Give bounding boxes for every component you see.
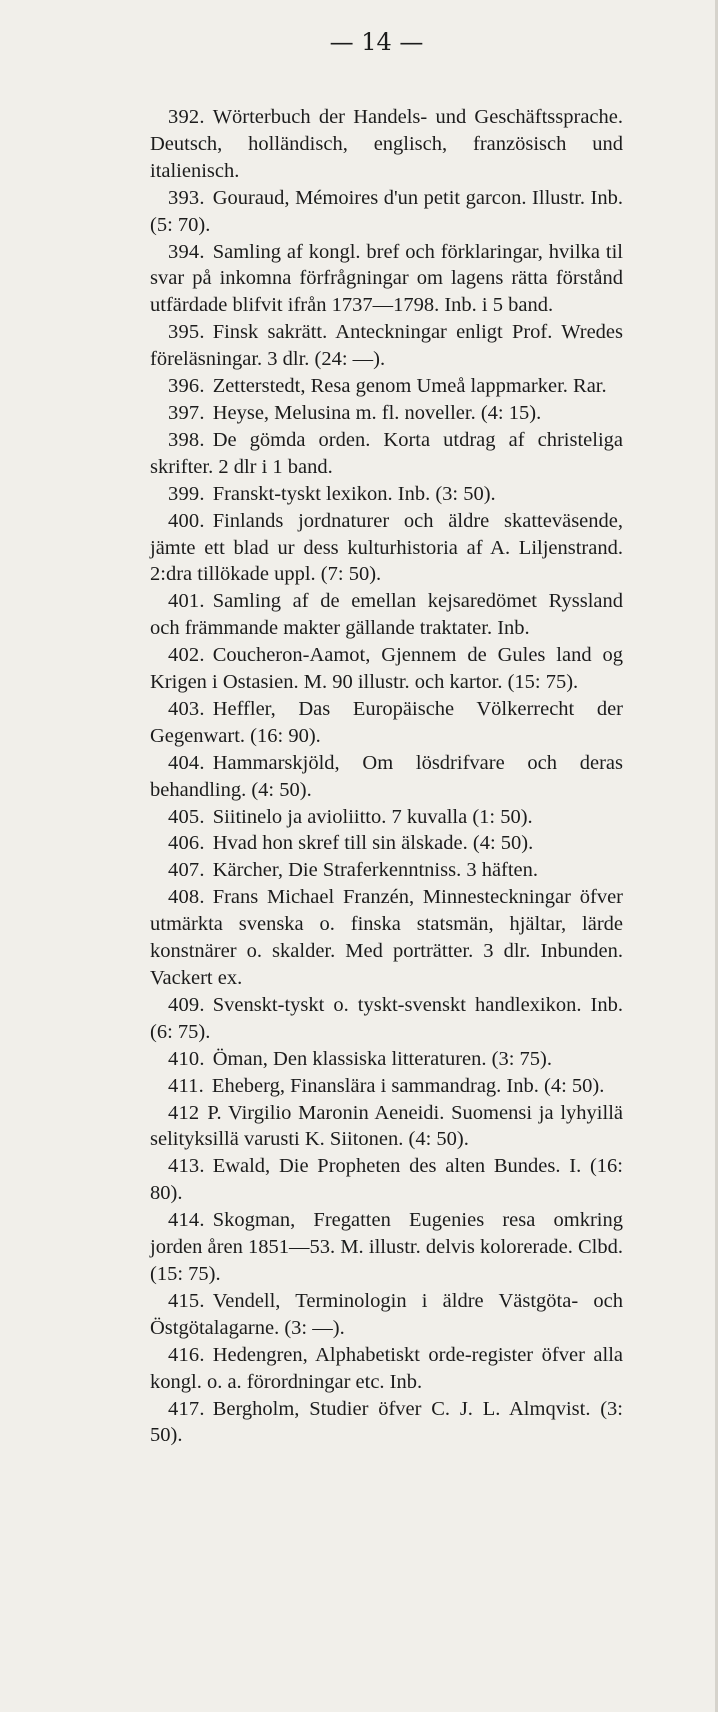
entry-text: Wörterbuch der Handels- und Geschäftssprache. Deutsch, holländisch, englisch, französisch und italienisch. xyxy=(150,106,623,182)
entry-number: 414. xyxy=(168,1209,205,1232)
entry-text: Samling af de emellan kejsaredömet Ryssland och främmande makter gällande traktater. Inb. xyxy=(150,590,623,640)
entry-text: Finsk sakrätt. Anteckningar enligt Prof. Wredes föreläsningar. 3 dlr. (24: —). xyxy=(150,321,623,371)
entry-text: Ewald, Die Propheten des alten Bundes. I. (16: 80). xyxy=(150,1155,623,1205)
catalog-entry xyxy=(150,642,623,696)
entry-number: 394. xyxy=(168,240,205,263)
entry-number: 405. xyxy=(168,805,205,828)
entry-text: Coucheron-Aamot, Gjennem de Gules land og Krigen i Ostasien. M. 90 illustr. och kartor. (15: 75). xyxy=(150,644,623,694)
entry-number: 404. xyxy=(168,751,205,774)
catalog-entries xyxy=(150,104,623,1449)
catalog-entry xyxy=(150,992,623,1046)
entry-text: Bergholm, Studier öfver C. J. L. Almqvist. (3: 50). xyxy=(150,1397,623,1447)
entry-number: 396. xyxy=(168,375,205,398)
entry-text: P. Virgilio Maronin Aeneidi. Suomensi ja lyhyillä selityksillä varusti K. Siitonen. (4: 50). xyxy=(150,1101,623,1151)
entry-text: Hedengren, Alphabetiskt orde-register öfver alla kongl. o. a. förordningar etc. Inb. xyxy=(150,1343,623,1393)
entry-text: Svenskt-tyskt o. tyskt-svenskt handlexikon. Inb. (6: 75). xyxy=(150,993,623,1043)
page-number: — 14 — xyxy=(329,28,424,56)
entry-number: 409. xyxy=(168,993,205,1016)
entry-number: 403. xyxy=(168,697,205,720)
catalog-entry xyxy=(150,750,623,804)
entry-text: Öman, Den klassiska litteraturen. (3: 75). xyxy=(212,1047,552,1070)
entry-text: Hammarskjöld, Om lösdrifvare och deras behandling. (4: 50). xyxy=(150,751,623,801)
entry-number: 408. xyxy=(168,886,205,909)
catalog-entry xyxy=(150,884,623,992)
entry-text: Heyse, Melusina m. fl. noveller. (4: 15). xyxy=(212,401,542,424)
entry-number: 413. xyxy=(168,1155,205,1178)
catalog-entry xyxy=(150,427,623,481)
entry-text: Siitinelo ja avioliitto. 7 kuvalla (1: 50). xyxy=(212,805,533,828)
catalog-entry xyxy=(150,1288,623,1342)
entry-number: 400. xyxy=(168,509,205,532)
entry-text: Gouraud, Mémoires d'un petit garcon. Illustr. Inb. (5: 70). xyxy=(150,186,623,236)
entry-text: De gömda orden. Korta utdrag af christeliga skrifter. 2 dlr i 1 band. xyxy=(150,428,623,478)
entry-text: Skogman, Fregatten Eugenies resa omkring jorden åren 1851—53. M. illustr. delvis kolorerade. Clbd. (15: 75). xyxy=(150,1209,623,1285)
entry-number: 402. xyxy=(168,644,205,667)
entry-number: 401. xyxy=(168,590,205,613)
entry-number: 393. xyxy=(168,186,205,209)
catalog-entry xyxy=(150,481,623,508)
entry-number: 410. xyxy=(168,1047,205,1070)
catalog-entry xyxy=(150,804,623,831)
catalog-entry xyxy=(150,1342,623,1396)
catalog-entry xyxy=(150,830,623,857)
entry-number: 398. xyxy=(168,428,205,451)
entry-number: 407. xyxy=(168,859,205,882)
catalog-entry xyxy=(150,1100,623,1154)
catalog-entry xyxy=(150,857,623,884)
catalog-entry xyxy=(150,1073,623,1100)
entry-text: Finlands jordnaturer och äldre skatteväsende, jämte ett blad ur dess kulturhistoria af A. Liljenstrand. 2:dra tillökade uppl. (7: 50). xyxy=(150,509,623,586)
entry-text: Hvad hon skref till sin älskade. (4: 50). xyxy=(212,832,534,855)
catalog-entry xyxy=(150,185,623,239)
entry-number: 417. xyxy=(168,1397,205,1420)
entry-number: 412 xyxy=(168,1101,200,1124)
catalog-entry xyxy=(150,1153,623,1207)
entry-number: 411. xyxy=(168,1074,204,1097)
catalog-entry xyxy=(150,400,623,427)
entry-text: Heffler, Das Europäische Völkerrecht der Gegenwart. (16: 90). xyxy=(150,697,623,747)
catalog-entry xyxy=(150,319,623,373)
entry-text: Franskt-tyskt lexikon. Inb. (3: 50). xyxy=(212,482,496,505)
entry-text: Frans Michael Franzén, Minnesteckningar öfver utmärkta svenska o. finska statsmän, hjältar, lärde konstnärer o. skalder. Med porträtter. 3 dlr. Inbunden. Vackert ex. xyxy=(150,886,623,989)
document-page xyxy=(150,28,623,1449)
entry-text: Vendell, Terminologin i äldre Västgöta- och Östgötalagarne. (3: —). xyxy=(150,1289,623,1339)
catalog-entry xyxy=(150,696,623,750)
entry-number: 395. xyxy=(168,321,205,344)
catalog-entry xyxy=(150,588,623,642)
catalog-entry xyxy=(150,1207,623,1288)
catalog-entry xyxy=(150,508,623,589)
catalog-entry xyxy=(150,1396,623,1450)
entry-number: 406. xyxy=(168,832,205,855)
catalog-entry xyxy=(150,104,623,185)
entry-number: 397. xyxy=(168,401,205,424)
entry-number: 416. xyxy=(168,1343,205,1366)
entry-text: Samling af kongl. bref och förklaringar, hvilka til svar på inkomna förfrågningar om lagens rätta förstånd utfärdade blifvit ifrån 1737—1798. Inb. i 5 band. xyxy=(150,240,623,317)
entry-text: Zetterstedt, Resa genom Umeå lappmarker. Rar. xyxy=(212,375,607,398)
entry-number: 399. xyxy=(168,482,205,505)
catalog-entry xyxy=(150,239,623,320)
entry-text: Kärcher, Die Straferkenntniss. 3 häften. xyxy=(212,859,539,882)
catalog-entry xyxy=(150,373,623,400)
entry-text: Eheberg, Finanslära i sammandrag. Inb. (4: 50). xyxy=(211,1074,605,1097)
entry-number: 392. xyxy=(168,106,205,128)
catalog-entry xyxy=(150,1046,623,1073)
entry-number: 415. xyxy=(168,1289,205,1312)
